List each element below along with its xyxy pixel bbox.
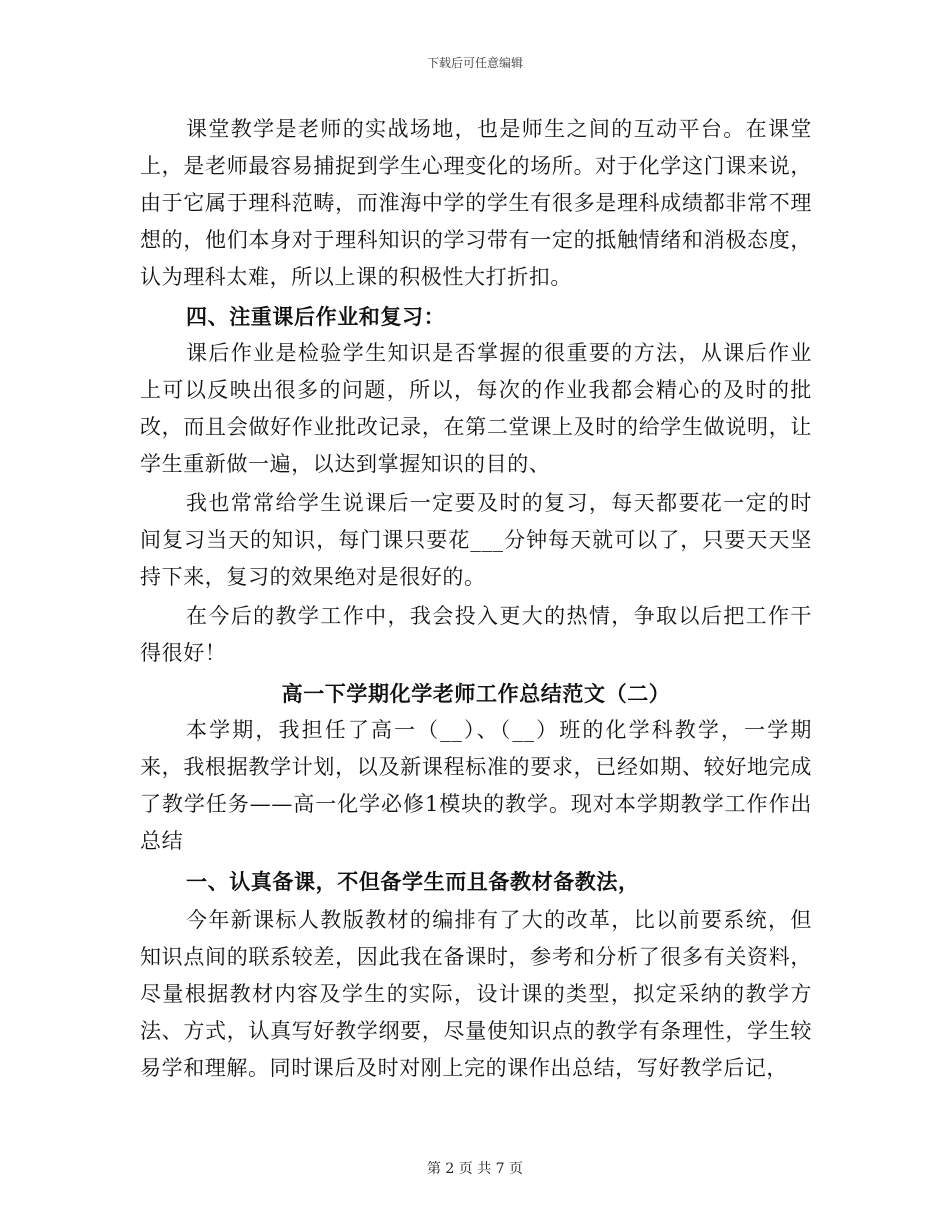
page-header: 下载后可任意编辑 <box>426 56 523 70</box>
paragraph-semester-intro: 本学期，我担任了高一（__）、（__）班的化学科教学，一学期来，我根据教学计划，以及新课程标准的要求，已经如期、较好地完成了教学任务——高一化学必修1模块的教学。现对本学期教学工作作出总结 <box>140 718 812 853</box>
section-heading-lesson-prep: 一、认真备课，不但备学生而且备教材备教法， <box>186 869 640 894</box>
paragraph-homework: 课后作业是检验学生知识是否掌握的很重要的方法，从课后作业上可以反映出很多的问题，所以，每次的作业我都会精心的及时的批改，而且会做好作业批改记录，在第二堂课上及时的给学生做说明，让学生重新做一遍，以达到掌握知识的目的、 <box>140 341 812 476</box>
paragraph-classroom-teaching: 课堂教学是老师的实战场地，也是师生之间的互动平台。在课堂上，是老师最容易捕捉到学生心理变化的场所。对于化学这门课来说，由于它属于理科范畴，而淮海中学的学生有很多是理科成绩都非常不理想的，他们本身对于理科知识的学习带有一定的抵触情绪和消极态度，认为理科太难，所以上课的积极性大打折扣。 <box>140 117 812 289</box>
paragraph-future-work: 在今后的教学工作中，我会投入更大的热情，争取以后把工作干得很好！ <box>140 604 812 665</box>
section-heading-homework-review: 四、注重课后作业和复习： <box>186 304 446 329</box>
paragraph-review: 我也常常给学生说课后一定要及时的复习，每天都要花一定的时间复习当天的知识，每门课只要花___分钟每天就可以了，只要天天坚持下来，复习的效果绝对是很好的。 <box>140 491 812 589</box>
page-number-footer: 第 2 页 共 7 页 <box>426 1161 524 1177</box>
document-body <box>140 111 812 1087</box>
document-title-part-two: 高一下学期化学老师工作总结范文（二） <box>281 681 671 706</box>
paragraph-lesson-prep: 今年新课标人教版教材的编排有了大的改革，比以前要系统，但知识点间的联系较差，因此我在备课时，参考和分析了很多有关资料，尽量根据教材内容及学生的实际，设计课的类型，拟定采纳的教学方法、方式，认真写好教学纲要，尽量使知识点的教学有条理性，学生较易学和理解。同时课后及时对刚上完的课作出总结，写好教学后记， <box>140 908 812 1080</box>
